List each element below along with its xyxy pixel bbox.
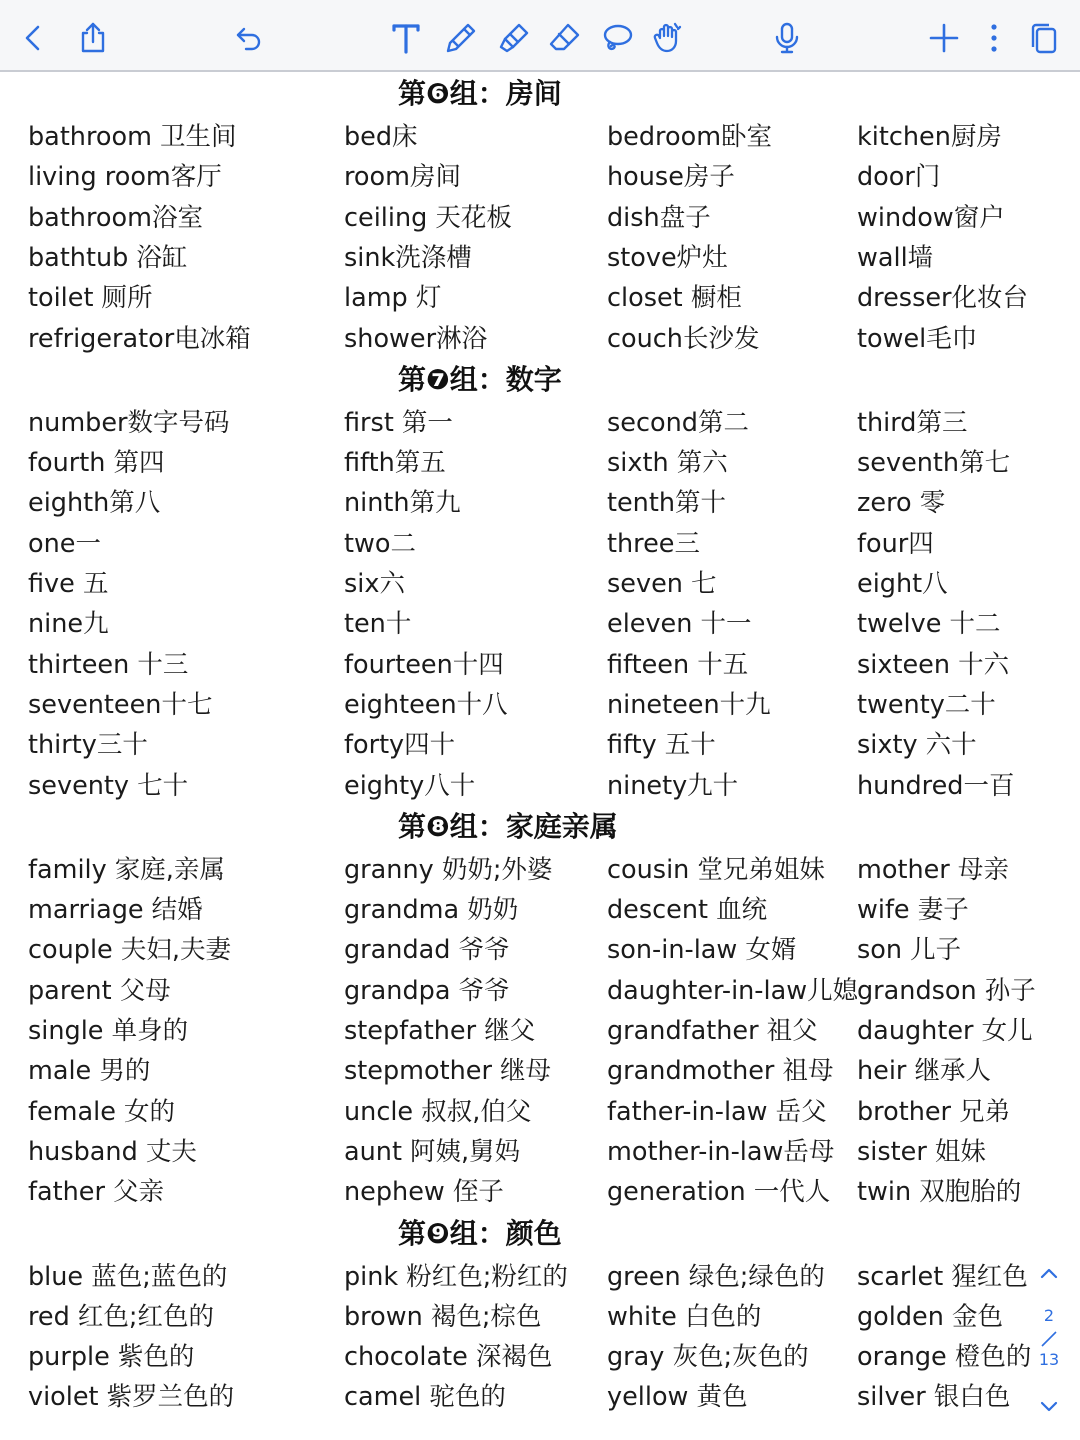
vocab-entry: wall墙 [857,242,934,273]
vocab-entry: ceiling 天花板 [344,202,512,233]
vocab-entry: female 女的 [28,1096,176,1127]
vocab-entry: eighty八十 [344,770,476,801]
back-icon[interactable] [14,18,54,58]
vocab-entry: stove炉灶 [607,242,728,273]
vocab-entry: yellow 黄色 [607,1382,748,1413]
vocab-entry: grandpa 爷爷 [344,975,510,1006]
vocab-entry: grandma 奶奶 [344,895,519,926]
vocab-entry: grandmother 祖母 [607,1056,834,1087]
vocab-entry: sink洗涤槽 [344,242,472,273]
page-total: 13 [1038,1350,1060,1369]
vocab-entry: eighteen十八 [344,689,508,720]
vocab-entry: fifty 五十 [607,730,716,761]
vocab-entry: son 儿子 [857,935,962,966]
vocab-entry: violet 紫罗兰色的 [28,1382,235,1413]
vocab-entry: silver 银白色 [857,1382,1011,1413]
vocab-entry: ninety九十 [607,770,739,801]
vocab-entry: brown 褐色;棕色 [344,1301,542,1332]
vocab-entry: second第二 [607,407,749,438]
vocab-entry: ninth第九 [344,488,461,519]
vocab-entry: red 红色;红色的 [28,1301,214,1332]
vocab-entry: green 绿色;绿色的 [607,1261,825,1292]
vocab-entry: two二 [344,528,416,559]
more-icon[interactable] [974,18,1014,58]
vocab-entry: couple 夫妇,夫妻 [28,935,231,966]
vocab-entry: descent 血统 [607,895,768,926]
vocab-entry: first 第一 [344,407,453,438]
vocab-entry: daughter-in-law儿媳 [607,975,859,1006]
page-current: 2 [1043,1306,1055,1325]
vocab-entry: thirteen 十三 [28,649,189,680]
vocab-entry: kitchen厨房 [857,122,1002,152]
pages-icon[interactable] [1024,18,1064,58]
vocab-entry: grandson 孙子 [857,975,1036,1006]
page-separator [1040,1330,1058,1348]
vocab-entry: bathtub 浴缸 [28,242,188,273]
vocab-entry: eight八 [857,569,948,599]
section-heading: 第❽组：家庭亲属 [398,809,618,843]
vocab-entry: sister 姐妹 [857,1136,986,1167]
vocab-entry: white 白色的 [607,1301,762,1332]
vocab-entry: zero 零 [857,488,946,519]
vocab-entry: stepfather 继父 [344,1016,536,1046]
vocab-entry: ten十 [344,609,412,640]
vocab-entry: mother 母亲 [857,854,1009,885]
vocab-entry: closet 橱柜 [607,283,742,314]
vocab-entry: seventeen十七 [28,689,213,720]
vocab-entry: bathroom 卫生间 [28,122,237,152]
vocab-entry: nine九 [28,609,109,640]
vocab-entry: five 五 [28,569,109,599]
vocab-entry: living room客厅 [28,162,222,193]
vocab-entry: grandfather 祖父 [607,1016,818,1046]
vocab-entry: twin 双胞胎的 [857,1177,1022,1208]
highlighter-icon[interactable] [494,18,534,58]
vocab-entry: camel 驼色的 [344,1382,506,1413]
vocab-entry: heir 继承人 [857,1056,992,1087]
vocab-entry: orange 橙色的 [857,1342,1032,1373]
vocab-entry: cousin 堂兄弟姐妹 [607,854,825,885]
vocab-entry: bed床 [344,122,418,152]
vocab-entry: husband 丈夫 [28,1136,197,1167]
vocab-entry: bathroom浴室 [28,202,203,233]
hand-gesture-icon[interactable] [648,18,688,58]
vocab-entry: dish盘子 [607,202,711,233]
vocab-entry: nephew 侄子 [344,1177,504,1208]
vocab-entry: father-in-law 岳父 [607,1096,827,1127]
pen-icon[interactable] [441,18,481,58]
vocab-entry: mother-in-law岳母 [607,1136,835,1167]
eraser-icon[interactable] [545,18,585,58]
vocab-entry: toilet 厕所 [28,283,153,314]
vocab-entry: sixth 第六 [607,448,728,479]
vocab-entry: eighth第八 [28,488,161,519]
vocab-entry: granny 奶奶;外婆 [344,854,553,885]
vocab-entry: sixteen 十六 [857,649,1010,680]
vocab-entry: seventy 七十 [28,770,189,801]
vocab-entry: lamp 灯 [344,283,442,314]
vocab-entry: grandad 爷爷 [344,935,510,966]
vocab-entry: golden 金色 [857,1301,1004,1332]
vocab-entry: couch长沙发 [607,323,760,354]
vocab-entry: sixty 六十 [857,730,977,761]
chevron-up-icon[interactable] [1037,1262,1061,1286]
vocab-entry: father 父亲 [28,1177,165,1208]
vocab-entry: twenty二十 [857,689,996,720]
vocab-entry: uncle 叔叔,伯父 [344,1096,532,1127]
section-heading: 第❾组：颜色 [398,1216,562,1250]
vocab-entry: wife 妻子 [857,895,969,926]
vocab-entry: hundred一百 [857,770,1015,801]
vocab-entry: seventh第七 [857,448,1011,479]
vocab-entry: number数字号码 [28,407,230,438]
vocab-entry: fifth第五 [344,448,446,479]
vocab-entry: twelve 十二 [857,609,1001,640]
vocab-entry: towel毛巾 [857,323,978,354]
vocab-entry: nineteen十九 [607,689,771,720]
vocab-entry: shower淋浴 [344,323,488,354]
vocab-entry: purple 紫色的 [28,1342,195,1373]
vocab-entry: three三 [607,528,700,559]
vocab-entry: eleven 十一 [607,609,752,640]
vocab-entry: refrigerator电冰箱 [28,323,251,354]
vocab-entry: window窗户 [857,202,1005,233]
vocab-entry: marriage 结婚 [28,895,203,926]
vocab-entry: chocolate 深褐色 [344,1342,553,1373]
vocab-entry: gray 灰色;灰色的 [607,1342,809,1373]
vocab-entry: fifteen 十五 [607,649,749,680]
vocab-entry: son-in-law 女婿 [607,935,797,966]
section-heading: 第❼组：数字 [398,362,562,396]
vocab-entry: thirty三十 [28,730,148,761]
chevron-down-icon[interactable] [1037,1394,1061,1418]
text-tool-icon[interactable] [386,18,426,58]
page-scroller [1030,1258,1068,1428]
vocab-entry: four四 [857,528,934,559]
vocab-entry: room房间 [344,162,461,193]
vocab-entry: family 家庭,亲属 [28,854,225,885]
vocab-entry: pink 粉红色;粉红的 [344,1261,568,1292]
vocab-entry: seven 七 [607,569,717,599]
vocab-entry: aunt 阿姨,舅妈 [344,1136,521,1167]
add-icon[interactable] [924,18,964,58]
vocab-entry: house房子 [607,162,735,193]
share-icon[interactable] [73,18,113,58]
vocab-entry: scarlet 猩红色 [857,1261,1028,1292]
vocab-entry: daughter 女儿 [857,1016,1033,1046]
vocab-entry: dresser化妆台 [857,283,1029,314]
vocab-entry: bedroom卧室 [607,122,773,152]
microphone-icon[interactable] [767,18,807,58]
vocab-entry: generation 一代人 [607,1177,831,1208]
vocab-entry: blue 蓝色;蓝色的 [28,1261,228,1292]
vocab-entry: six六 [344,569,405,599]
vocab-entry: tenth第十 [607,488,727,519]
vocab-entry: one一 [28,528,101,559]
lasso-icon[interactable] [597,18,637,58]
vocab-entry: stepmother 继母 [344,1056,552,1087]
vocab-entry: fourth 第四 [28,448,165,479]
vocab-entry: male 男的 [28,1056,151,1087]
section-heading: 第❻组：房间 [398,77,562,110]
vocab-entry: door门 [857,162,941,193]
vocab-entry: single 单身的 [28,1016,189,1046]
toolbar [0,0,1080,72]
vocab-entry: third第三 [857,407,968,438]
vocab-entry: forty四十 [344,730,456,761]
vocab-entry: parent 父母 [28,975,171,1006]
vocab-entry: fourteen十四 [344,649,504,680]
undo-icon[interactable] [229,18,269,58]
vocab-entry: brother 兄弟 [857,1096,1011,1127]
